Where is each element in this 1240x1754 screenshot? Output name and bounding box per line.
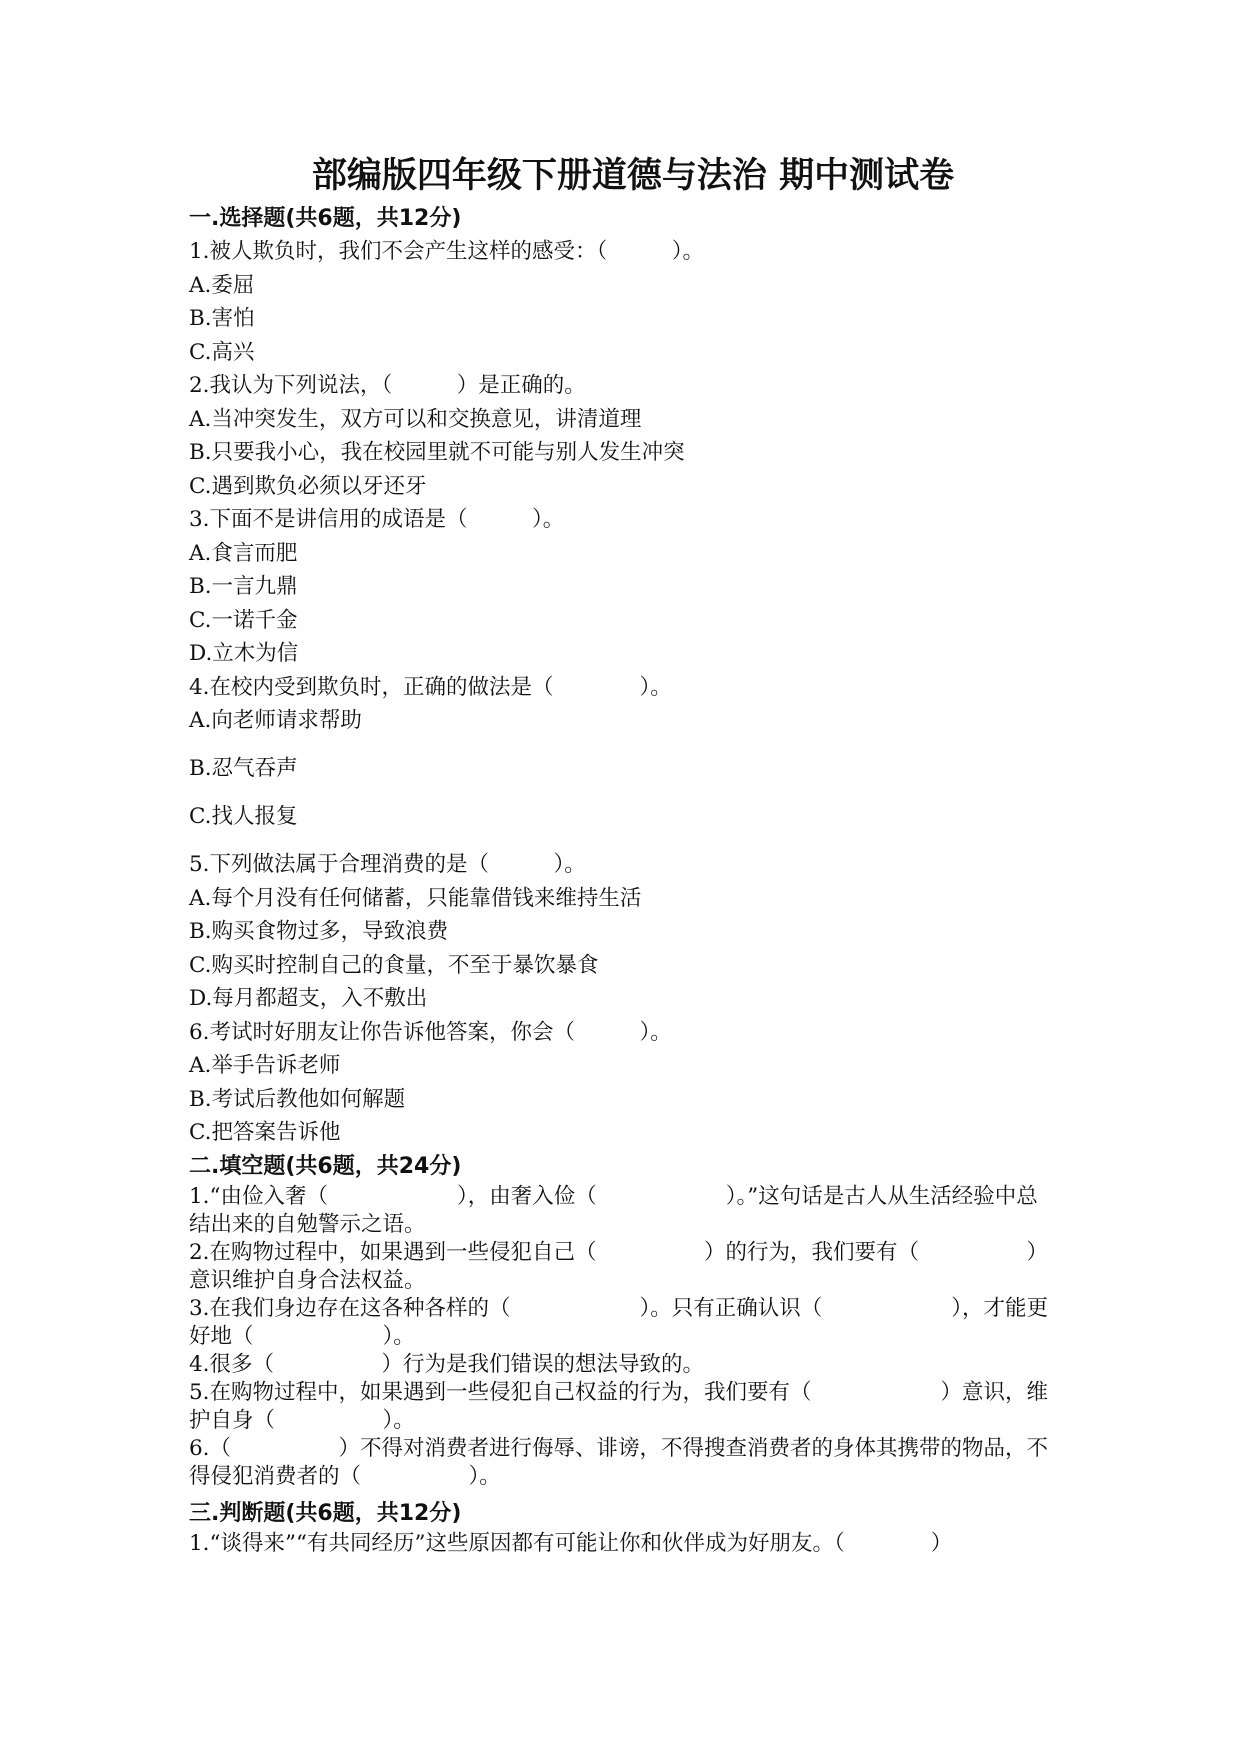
option-b: B.只要我小心，我在校园里就不可能与别人发生冲突 (189, 440, 685, 465)
question-6 (189, 1016, 1059, 1150)
question-4 (189, 671, 1059, 849)
question-stem: 2.我认为下列说法，（ ）是正确的。 (189, 373, 586, 398)
judge-question-1: 1.“谈得来”“有共同经历”这些原因都有可能让你和伙伴成为好朋友。（ ） (189, 1530, 953, 1556)
fill-question-3: 3.在我们身边存在这各种各样的（ ）。只有正确认识（ ），才能更好地（ ）。 (189, 1295, 1049, 1349)
question-stem: 3.下面不是讲信用的成语是（ ）。 (189, 507, 565, 532)
question-stem: 4.在校内受到欺负时，正确的做法是（ ）。 (189, 674, 672, 700)
option-a: A.当冲突发生，双方可以和交换意见，讲清道理 (189, 406, 642, 432)
option-c: C.遇到欺负必须以牙还牙 (189, 473, 427, 499)
option-a: A.向老师请求帮助 (189, 708, 362, 733)
option-c: C.一诺千金 (189, 607, 298, 633)
fill-question-2: 2.在购物过程中，如果遇到一些侵犯自己（ ）的行为，我们要有（ ）意识维护自身合法权益。 (189, 1239, 1049, 1293)
fill-question-6: 6.（ ）不得对消费者进行侮辱、诽谤，不得搜查消费者的身体其携带的物品，不得侵犯消费者的（ ）。 (189, 1435, 1049, 1489)
option-a: A.举手告诉老师 (189, 1053, 341, 1078)
option-b: B.害怕 (189, 306, 255, 331)
section-multiple-choice (189, 202, 1059, 1150)
question-3 (189, 503, 1059, 671)
option-a: A.委屈 (189, 272, 255, 298)
question-2 (189, 369, 1059, 503)
option-b: B.购买食物过多，导致浪费 (189, 919, 449, 944)
section-fill-in-blank (189, 1150, 1059, 1491)
question-5 (189, 848, 1059, 1016)
option-c: C.找人报复 (189, 804, 298, 829)
fill-question-1: 1.“由俭入奢（ ），由奢入俭（ ）。”这句话是古人从生活经验中总结出来的自勉警示之语。 (189, 1183, 1038, 1237)
option-c: C.把答案告诉他 (189, 1120, 341, 1145)
fill-question-5: 5.在购物过程中，如果遇到一些侵犯自己权益的行为，我们要有（ ）意识，维护自身（ ）。 (189, 1379, 1049, 1433)
option-a: A.每个月没有任何储蓄，只能靠借钱来维持生活 (189, 885, 642, 911)
question-1 (189, 235, 1059, 369)
question-stem: 5.下列做法属于合理消费的是（ ）。 (189, 852, 586, 877)
section-heading: 三.判断题(共6题，共12分) (189, 1500, 462, 1526)
page-title: 部编版四年级下册道德与法治 期中测试卷 (311, 156, 955, 196)
option-a: A.食言而肥 (189, 540, 298, 566)
question-stem: 1.被人欺负时，我们不会产生这样的感受：（ ）。 (189, 239, 705, 264)
option-d: D.立木为信 (189, 641, 299, 666)
option-c: C.高兴 (189, 339, 255, 365)
option-b: B.一言九鼎 (189, 574, 298, 599)
option-b: B.忍气吞声 (189, 756, 298, 781)
option-d: D.每月都超支，入不敷出 (189, 986, 428, 1011)
fill-question-4: 4.很多（ ）行为是我们错误的想法导致的。 (189, 1351, 705, 1377)
option-b: B.考试后教他如何解题 (189, 1086, 406, 1112)
exam-page (189, 150, 1059, 1558)
section-true-false (189, 1497, 1059, 1558)
option-c: C.购买时控制自己的食量，不至于暴饮暴食 (189, 952, 599, 978)
section-heading: 一.选择题(共6题，共12分) (189, 206, 462, 231)
question-stem: 6.考试时好朋友让你告诉他答案，你会（ ）。 (189, 1019, 672, 1045)
section-heading: 二.填空题(共6题，共24分) (189, 1153, 462, 1179)
